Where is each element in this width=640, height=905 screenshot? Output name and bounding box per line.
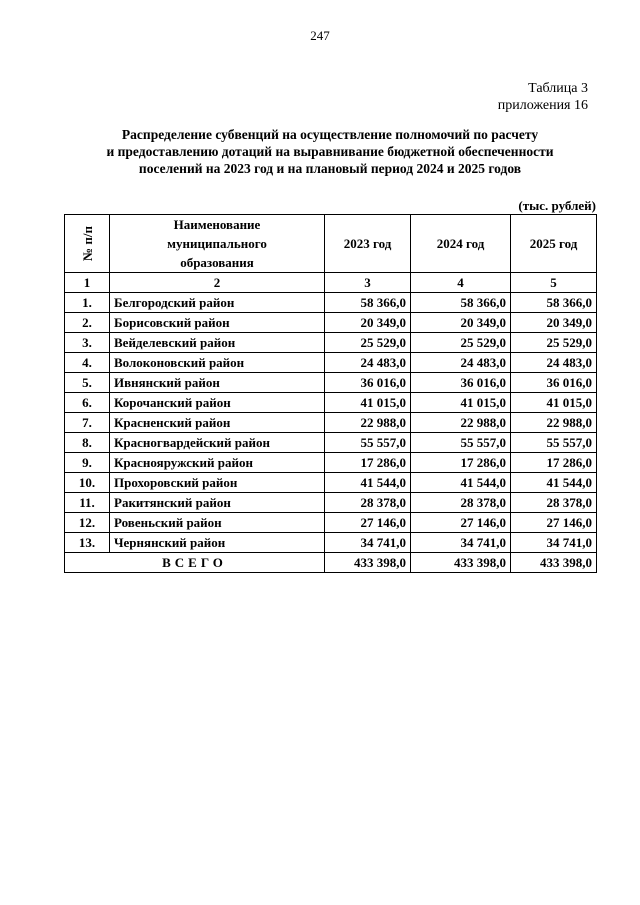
table-row — [65, 293, 597, 313]
table-row — [65, 313, 597, 333]
row-number: 11. — [65, 493, 110, 513]
value-2025: 58 366,0 — [511, 293, 597, 313]
row-number: 12. — [65, 513, 110, 533]
column-number: 2 — [110, 273, 325, 293]
value-2025: 17 286,0 — [511, 453, 597, 473]
row-number: 8. — [65, 433, 110, 453]
value-2025: 20 349,0 — [511, 313, 597, 333]
value-2025: 41 015,0 — [511, 393, 597, 413]
column-number: 3 — [325, 273, 411, 293]
district-name: Краснояружский район — [110, 453, 325, 473]
table-row — [65, 353, 597, 373]
value-2023: 28 378,0 — [325, 493, 411, 513]
district-name: Красненский район — [110, 413, 325, 433]
row-number: 4. — [65, 353, 110, 373]
district-name: Ивнянский район — [110, 373, 325, 393]
row-number: 2. — [65, 313, 110, 333]
row-number: 7. — [65, 413, 110, 433]
value-2024: 41 015,0 — [411, 393, 511, 413]
value-2023: 58 366,0 — [325, 293, 411, 313]
row-number: 9. — [65, 453, 110, 473]
header-2023: 2023 год — [325, 215, 411, 273]
district-name: Ровеньский район — [110, 513, 325, 533]
value-2025: 28 378,0 — [511, 493, 597, 513]
header-name: Наименование муниципального образования — [110, 215, 325, 273]
value-2024: 24 483,0 — [411, 353, 511, 373]
value-2025: 34 741,0 — [511, 533, 597, 553]
value-2025: 41 544,0 — [511, 473, 597, 493]
total-label: ВСЕГО — [65, 553, 325, 573]
table-row — [65, 533, 597, 553]
value-2024: 17 286,0 — [411, 453, 511, 473]
district-name: Борисовский район — [110, 313, 325, 333]
table-ref-line2: приложения 16 — [497, 98, 588, 113]
value-2023: 17 286,0 — [325, 453, 411, 473]
district-name: Красногвардейский район — [110, 433, 325, 453]
value-2023: 24 483,0 — [325, 353, 411, 373]
value-2024: 58 366,0 — [411, 293, 511, 313]
column-number: 1 — [65, 273, 110, 293]
row-number: 3. — [65, 333, 110, 353]
table-row — [65, 453, 597, 473]
header-num: № п/п — [65, 215, 110, 273]
value-2023: 55 557,0 — [325, 433, 411, 453]
district-name: Волоконовский район — [110, 353, 325, 373]
district-name: Белгородский район — [110, 293, 325, 313]
value-2025: 25 529,0 — [511, 333, 597, 353]
value-2023: 41 015,0 — [325, 393, 411, 413]
table-row — [65, 373, 597, 393]
table-row — [65, 413, 597, 433]
row-number: 1. — [65, 293, 110, 313]
table-row — [65, 333, 597, 353]
value-2025: 22 988,0 — [511, 413, 597, 433]
value-2025: 55 557,0 — [511, 433, 597, 453]
value-2024: 34 741,0 — [411, 533, 511, 553]
table-ref-line1: Таблица 3 — [528, 81, 588, 96]
table-row — [65, 513, 597, 533]
row-number: 13. — [65, 533, 110, 553]
row-number: 5. — [65, 373, 110, 393]
value-2025: 27 146,0 — [511, 513, 597, 533]
value-2023: 41 544,0 — [325, 473, 411, 493]
header-2025: 2025 год — [511, 215, 597, 273]
header-row — [65, 215, 597, 273]
district-name: Прохоровский район — [110, 473, 325, 493]
table-reference — [498, 80, 588, 114]
units-label: (тыс. рублей) — [518, 198, 596, 213]
title-line3: поселений на 2023 год и на плановый период 2024 и 2025 годов — [138, 161, 522, 176]
value-2024: 22 988,0 — [411, 413, 511, 433]
value-2023: 27 146,0 — [325, 513, 411, 533]
value-2025: 36 016,0 — [511, 373, 597, 393]
document-title — [60, 126, 600, 177]
table-row — [65, 393, 597, 413]
column-number: 4 — [411, 273, 511, 293]
row-number: 10. — [65, 473, 110, 493]
total-2024: 433 398,0 — [411, 553, 511, 573]
column-number-row — [65, 273, 597, 293]
total-2025: 433 398,0 — [511, 553, 597, 573]
district-name: Корочанский район — [110, 393, 325, 413]
row-number: 6. — [65, 393, 110, 413]
value-2025: 24 483,0 — [511, 353, 597, 373]
table-row — [65, 473, 597, 493]
value-2023: 20 349,0 — [325, 313, 411, 333]
title-line2: и предоставлению дотаций на выравнивание бюджетной обеспеченности — [106, 144, 554, 159]
title-line1: Распределение субвенций на осуществление полномочий по расчету — [121, 127, 539, 142]
table-row — [65, 493, 597, 513]
value-2024: 27 146,0 — [411, 513, 511, 533]
value-2023: 22 988,0 — [325, 413, 411, 433]
total-2023: 433 398,0 — [325, 553, 411, 573]
table-row — [65, 433, 597, 453]
value-2023: 34 741,0 — [325, 533, 411, 553]
value-2023: 25 529,0 — [325, 333, 411, 353]
value-2023: 36 016,0 — [325, 373, 411, 393]
value-2024: 36 016,0 — [411, 373, 511, 393]
header-2024: 2024 год — [411, 215, 511, 273]
district-name: Ракитянский район — [110, 493, 325, 513]
value-2024: 55 557,0 — [411, 433, 511, 453]
value-2024: 41 544,0 — [411, 473, 511, 493]
subvention-table — [64, 214, 597, 573]
value-2024: 20 349,0 — [411, 313, 511, 333]
value-2024: 28 378,0 — [411, 493, 511, 513]
district-name: Чернянский район — [110, 533, 325, 553]
total-row — [65, 553, 597, 573]
value-2024: 25 529,0 — [411, 333, 511, 353]
column-number: 5 — [511, 273, 597, 293]
page-number: 247 — [310, 28, 330, 43]
district-name: Вейделевский район — [110, 333, 325, 353]
